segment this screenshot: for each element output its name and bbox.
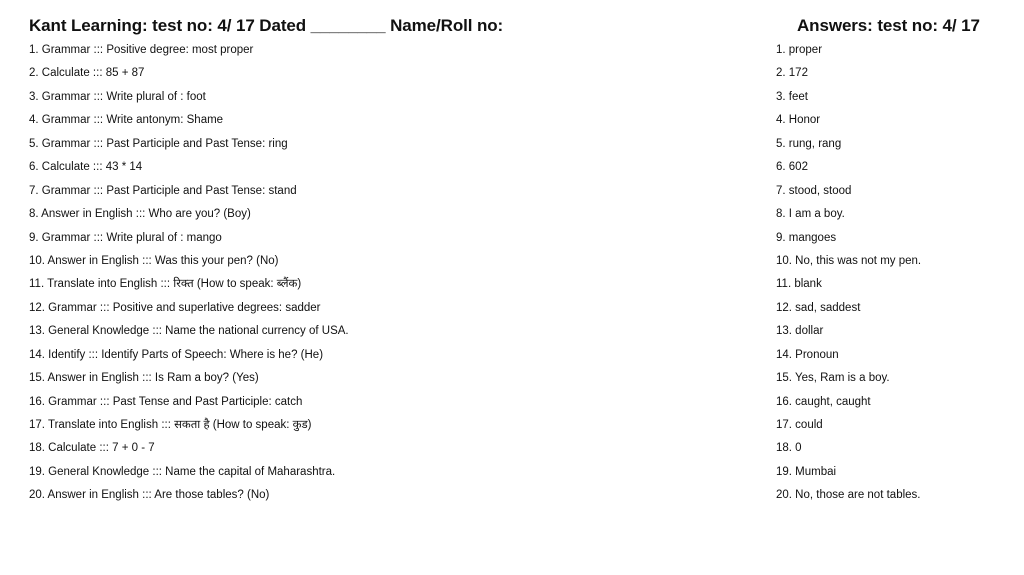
question-item: 3. Grammar ::: Write plural of : foot xyxy=(29,90,206,103)
answer-list xyxy=(776,40,1016,509)
question-item: 2. Calculate ::: 85 + 87 xyxy=(29,67,145,80)
answer-item: 10. No, this was not my pen. xyxy=(776,254,922,267)
answer-item: 19. Mumbai xyxy=(776,465,837,478)
question-item: 14. Identify ::: Identify Parts of Speech: Where is he? (He) xyxy=(29,348,324,361)
question-item: 20. Answer in English ::: Are those tables? (No) xyxy=(29,489,270,502)
answer-item: 14. Pronoun xyxy=(776,348,839,361)
question-item: 16. Grammar ::: Past Tense and Past Participle: catch xyxy=(29,395,303,408)
answer-item: 20. No, those are not tables. xyxy=(776,489,921,502)
question-item: 15. Answer in English ::: Is Ram a boy? (Yes) xyxy=(29,372,259,385)
answer-item: 6. 602 xyxy=(776,161,808,174)
question-item: 5. Grammar ::: Past Participle and Past Tense: ring xyxy=(29,137,288,150)
answers-title: Answers: test no: 4/ 17 xyxy=(797,16,980,35)
question-item: 8. Answer in English ::: Who are you? (Boy) xyxy=(29,208,251,221)
question-item: 13. General Knowledge ::: Name the national currency of USA. xyxy=(29,325,349,338)
answer-item: 8. I am a boy. xyxy=(776,208,845,221)
question-item: 10. Answer in English ::: Was this your pen? (No) xyxy=(29,254,279,267)
test-title: Kant Learning: test no: 4/ 17 Dated ________ Name/Roll no: xyxy=(29,16,504,35)
question-item: 7. Grammar ::: Past Participle and Past Tense: stand xyxy=(29,184,297,197)
answer-item: 13. dollar xyxy=(776,325,824,338)
question-list xyxy=(29,40,749,509)
question-item: 6. Calculate ::: 43 * 14 xyxy=(29,161,143,174)
answer-item: 18. 0 xyxy=(776,442,802,455)
answer-item: 9. mangoes xyxy=(776,231,837,244)
question-item: 11. Translate into English ::: रिक्त (How to speak: ब्लैंक) xyxy=(29,278,302,291)
answer-item: 7. stood, stood xyxy=(776,184,852,197)
question-item: 4. Grammar ::: Write antonym: Shame xyxy=(29,114,224,127)
answer-item: 12. sad, saddest xyxy=(776,301,861,314)
question-item: 1. Grammar ::: Positive degree: most proper xyxy=(29,44,254,56)
answer-item: 3. feet xyxy=(776,90,808,103)
answer-item: 11. blank xyxy=(776,278,822,291)
answer-item: 16. caught, caught xyxy=(776,395,871,408)
answer-item: 17. could xyxy=(776,419,823,431)
question-item: 17. Translate into English ::: सकता है (How to speak: कुड) xyxy=(29,419,312,431)
question-item: 12. Grammar ::: Positive and superlative degrees: sadder xyxy=(29,301,321,314)
question-item: 9. Grammar ::: Write plural of : mango xyxy=(29,231,222,244)
answer-item: 15. Yes, Ram is a boy. xyxy=(776,372,890,385)
answer-item: 5. rung, rang xyxy=(776,137,842,150)
question-item: 19. General Knowledge ::: Name the capital of Maharashtra. xyxy=(29,465,336,478)
answer-item: 4. Honor xyxy=(776,114,821,127)
question-item: 18. Calculate ::: 7 + 0 - 7 xyxy=(29,442,155,455)
answer-item: 2. 172 xyxy=(776,67,808,80)
answer-item: 1. proper xyxy=(776,44,823,56)
